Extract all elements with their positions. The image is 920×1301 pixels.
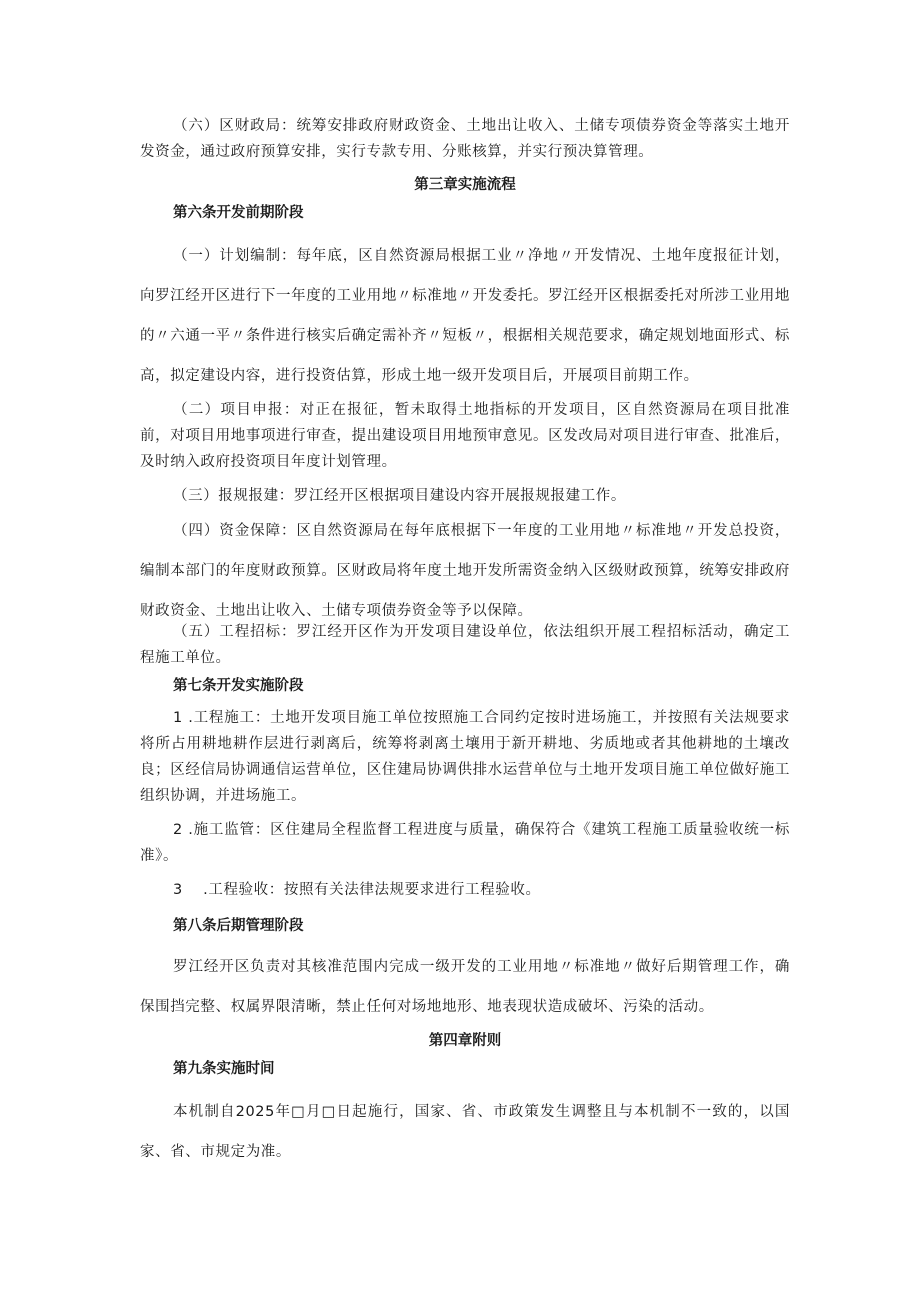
paragraph-planning-approval: （三）报规报建：罗江经开区根据项目建设内容开展报规报建工作。 <box>173 488 626 504</box>
paragraph-acceptance: 3 .工程验收：按照有关法律法规要求进行工程验收。 <box>173 882 541 898</box>
paragraph-post-management: 罗江经开区负责对其核准范围内完成一级开发的工业用地〃标准地〃做好后期管理工作，确保围挡完整、权属界限清晰，禁止任何对场地地形、地表现状造成破坏、污染的活动。 <box>140 959 790 1015</box>
article-9-title: 第九条实施时间 <box>173 1061 275 1077</box>
chapter-3-title: 第三章实施流程 <box>414 177 516 193</box>
paragraph-fund-guarantee: （四）资金保障：区自然资源局在每年底根据下一年度的工业用地〃标准地〃开发总投资，编制本部门的年度财政预算。区财政局将年度土地开发所需资金纳入区级财政预算，统筹安排政府财政资金、土地出让收入、土储专项债券资金等予以保障。 <box>140 523 790 619</box>
paragraph-finance-bureau: （六）区财政局：统筹安排政府财政资金、土地出让收入、土储专项债券资金等落实土地开发资金，通过政府预算安排，实行专款专用、分账核算，并实行预决算管理。 <box>140 118 790 160</box>
paragraph-plan-compilation: （一）计划编制：每年底，区自然资源局根据工业〃净地〃开发情况、土地年度报征计划，向罗江经开区进行下一年度的工业用地〃标准地〃开发委托。罗江经开区根据委托对所涉工业用地的〃六通一平〃条件进行核实后确定需补齐〃短板〃，根据相关规范要求，确定规划地面形式、标高，拟定建设内容，进行投资估算，形成土地一级开发项目后，开展项目前期工作。 <box>140 248 790 384</box>
article-8-title: 第八条后期管理阶段 <box>173 918 304 934</box>
chapter-4-title: 第四章附则 <box>428 1033 502 1049</box>
paragraph-effective-date: 本机制自2025年□月□日起施行，国家、省、市政策发生调整且与本机制不一致的，以国家、省、市规定为准。 <box>140 1104 790 1160</box>
paragraph-supervision: 2 .施工监管：区住建局全程监督工程进度与质量，确保符合《建筑工程施工质量验收统一标准》。 <box>140 822 790 864</box>
paragraph-tender: （五）工程招标：罗江经开区作为开发项目建设单位，依法组织开展工程招标活动，确定工程施工单位。 <box>140 624 790 666</box>
paragraph-construction: 1 .工程施工：土地开发项目施工单位按照施工合同约定按时进场施工，并按照有关法规要求将所占用耕地耕作层进行剥离后，统筹将剥离土壤用于新开耕地、劣质地或者其他耕地的土壤改良；区经信局协调通信运营单位，区住建局协调供排水运营单位与土地开发项目施工单位做好施工组织协调，并进场施工。 <box>140 710 790 804</box>
paragraph-project-application: （二）项目申报：对正在报征，暂未取得土地指标的开发项目，区自然资源局在项目批准前，对项目用地事项进行审查，提出建设项目用地预审意见。区发改局对项目进行审查、批准后，及时纳入政府投资项目年度计划管理。 <box>140 402 790 470</box>
article-7-title: 第七条开发实施阶段 <box>173 678 304 694</box>
article-6-title: 第六条开发前期阶段 <box>173 205 304 221</box>
